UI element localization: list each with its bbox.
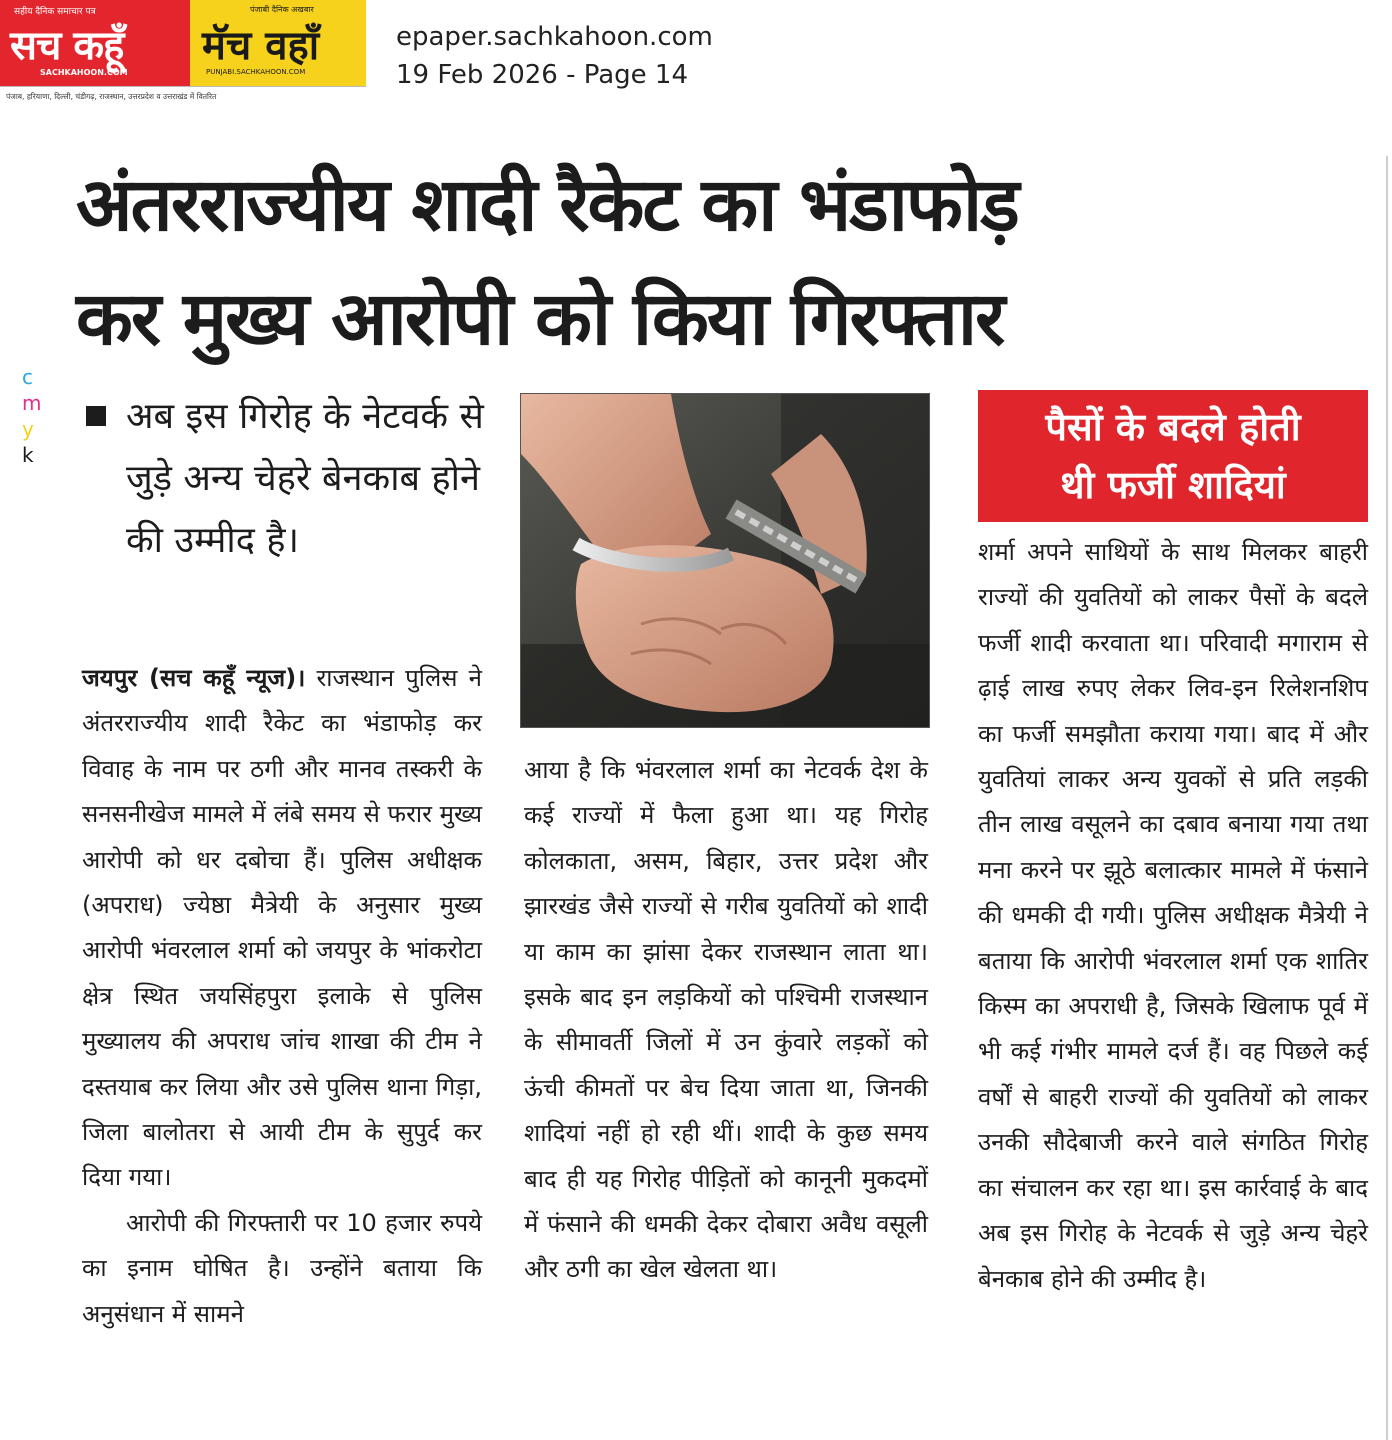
logo-site: PUNJABI.SACHKAHOON.COM [206, 68, 306, 76]
square-bullet-icon [86, 406, 106, 426]
highlight-text: अब इस गिरोह के नेटवर्क से जुड़े अन्य चेहरे बेनकाब होने की उम्मीद है। [126, 396, 484, 561]
punjabi-logo[interactable] [190, 0, 366, 86]
source-url[interactable]: epaper.sachkahoon.com [396, 22, 713, 52]
handcuffs-photo [520, 393, 930, 728]
dateline: जयपुर (सच कहूँ न्यूज)। [82, 664, 306, 692]
cmyk-marks [22, 364, 41, 468]
headline-line-1: अंतरराज्यीय शादी रैकेट का भंडाफोड़ [76, 162, 1018, 248]
sachkahoon-logo[interactable] [0, 0, 190, 86]
logo-title: सच कहूँ [10, 23, 124, 69]
page-date: 19 Feb 2026 - Page 14 [396, 60, 689, 90]
article-column-1 [82, 656, 482, 1337]
article-column-3 [978, 530, 1368, 1302]
cmyk-y: y [22, 417, 34, 441]
masthead-logos [0, 0, 366, 108]
paragraph: आया है कि भंवरलाल शर्मा का नेटवर्क देश के कई राज्यों में फैला हुआ था। यह गिरोह कोलकाता, असम, बिहार, उत्तर प्रदेश और झारखंड जैसे राज्यों से गरीब युवतियों को शादी या काम का झांसा देकर राजस्थान लाता था। इसके बाद इन लड़कियों को पश्चिमी राजस्थान के सीमावर्ती जिलों में उन कुंवारे लड़कों को ऊंची कीमतों पर बेच दिया जाता था, जिनकी शादियां नहीं हो रही थीं। शादी के कुछ समय बाद ही यह गिरोह पीड़ितों को कानूनी मुकदमों में फंसाने की धमकी देकर दोबारा अवैध वसूली और ठगी का खेल खेलता था। [524, 756, 928, 1284]
sidebar-heading-line-1: पैसों के बदले होती [1045, 405, 1301, 449]
cmyk-c: c [22, 365, 33, 389]
paragraph: शर्मा अपने साथियों के साथ मिलकर बाहरी राज्यों की युवतियों को लाकर पैसों के बदले फर्जी शादी करवाता था। परिवादी मगाराम से ढ़ाई लाख रुपए लेकर लिव-इन रिलेशनशिप का फर्जी समझौता कराया गया। बाद में और युवतियां लाकर अन्य युवकों से प्रति लड़की तीन लाख वसूलने का दबाव बनाया गया तथा मना करने पर झूठे बलात्कार मामले में फंसाने की धमकी दी गयी। पुलिस अधीक्षक मैत्रेयी ने बताया कि आरोपी भंवरलाल शर्मा एक शातिर किस्म का अपराधी है, जिसके खिलाफ पूर्व में भी कई गंभीर मामले दर्ज हैं। वह पिछले कई वर्षों से बाहरी राज्यों की युवतियों को लाकर उनकी सौदेबाजी करने वाले संगठित गिरोह का संचालन कर रहा था। इस कार्रवाई के बाद अब इस गिरोह के नेटवर्क से जुड़े अन्य चेहरे बेनकाब होने की उम्मीद है। [978, 538, 1368, 1293]
paragraph [82, 656, 482, 1201]
headline-line-2: कर मुख्य आरोपी को किया गिरफ्तार [76, 276, 1004, 362]
editions-strip: पंजाब, हरियाणा, दिल्ली, चंडीगढ़, राजस्थान, उत्तरप्रदेश व उत्तराखंड में वितरित [0, 86, 366, 106]
cmyk-m: m [22, 391, 42, 415]
logo-title: मॅच वहाँ [202, 23, 320, 69]
sidebar-heading-line-2: थी फर्जी शादियां [1060, 463, 1286, 507]
highlight-box [86, 386, 486, 572]
headline [76, 148, 1366, 376]
logo-tagline: सहीय दैनिक समाचार पत्र [14, 7, 96, 17]
article-column-2 [524, 748, 928, 1293]
column-rule [1386, 156, 1388, 1440]
logo-tagline: पंजाबी दैनिक अखबार [250, 5, 314, 14]
cmyk-k: k [22, 443, 34, 467]
logo-site: SACHKAHOON.COM [40, 68, 128, 77]
handcuffed-hands-image [521, 394, 930, 728]
paragraph-text: राजस्थान पुलिस ने अंतरराज्यीय शादी रैकेट का भंडाफोड़ कर विवाह के नाम पर ठगी और मानव तस्करी के सनसनीखेज मामले में लंबे समय से फरार मुख्य आरोपी को धर दबोचा हैं। पुलिस अधीक्षक (अपराध) ज्येष्ठा मैत्रेयी के अनुसार मुख्य आरोपी भंवरलाल शर्मा को जयपुर के भांकरोटा क्षेत्र स्थित जयसिंहपुरा इलाके से पुलिस मुख्यालय की अपराध जांच शाखा की टीम ने दस्तयाब कर लिया और उसे पुलिस थाना गिड़ा, जिला बालोतरा से आयी टीम के सुपुर्द कर दिया गया। [82, 664, 482, 1192]
sidebar-heading [978, 390, 1368, 522]
paragraph: आरोपी की गिरफ्तारी पर 10 हजार रुपये का इनाम घोषित है। उन्होंने बताया कि अनुसंधान में सामने [82, 1208, 482, 1328]
